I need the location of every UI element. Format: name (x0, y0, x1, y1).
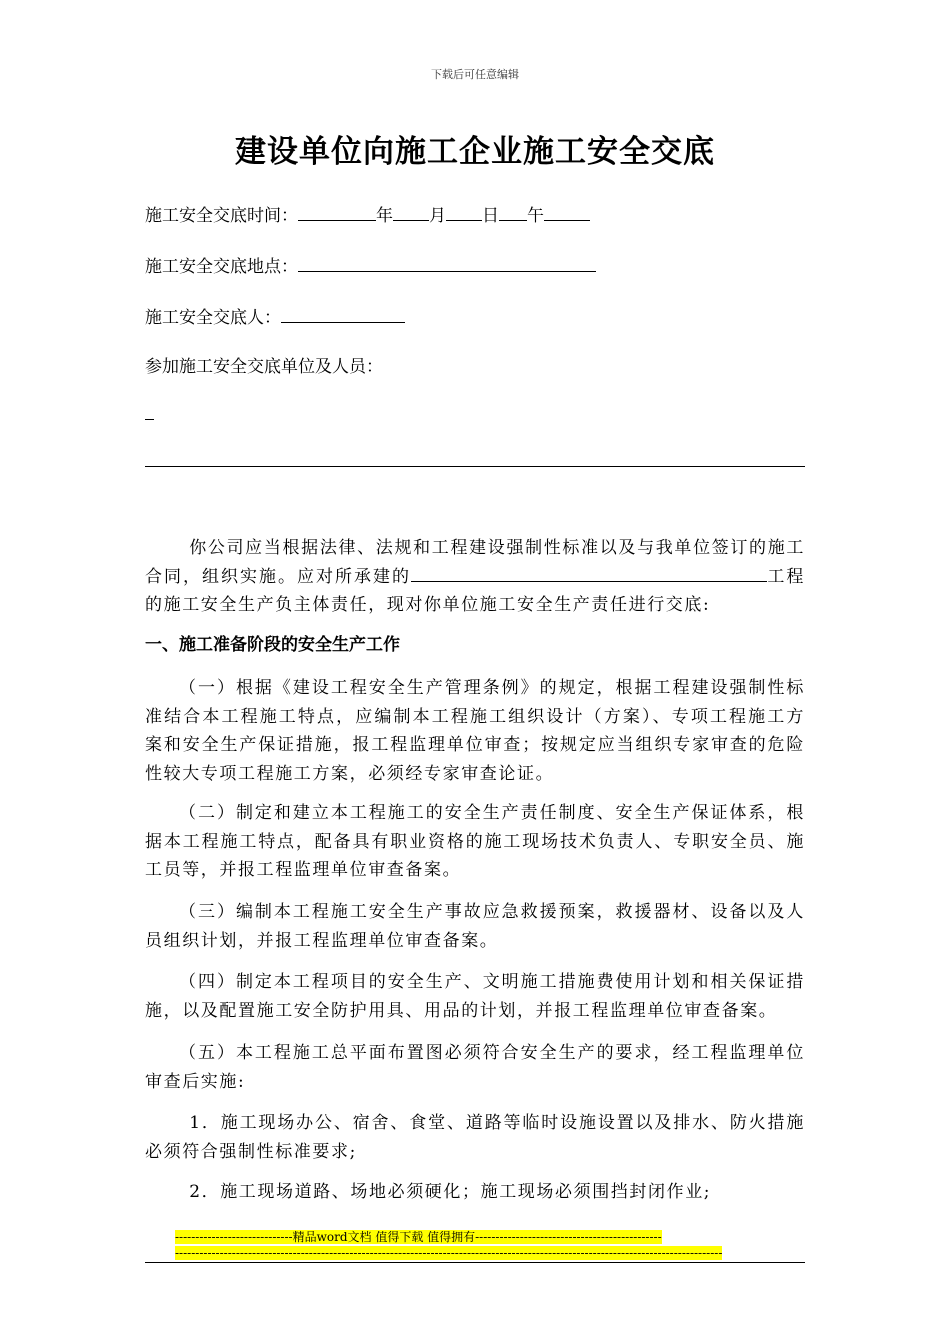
day-blank[interactable] (446, 206, 482, 221)
project-name-blank[interactable] (411, 565, 767, 582)
time-label: 施工安全交底时间： (145, 206, 298, 226)
person-blank[interactable] (281, 308, 405, 323)
noon-label: 午 (527, 206, 544, 226)
time-blank[interactable] (544, 206, 590, 221)
month-label: 月 (429, 206, 446, 226)
time-field (145, 201, 590, 226)
place-field (145, 252, 596, 277)
subitem-2: 2．施工现场道路、场地必须硬化；施工现场必须围挡封闭作业; (189, 1182, 712, 1202)
intro-part2: 工程的施工安全生产负主体责任，现对你单位施工安全生产责任进行交底: (145, 566, 805, 615)
footer-rule (145, 1262, 805, 1263)
text-cursor-mark (145, 419, 154, 420)
item-1: （一）根据《建设工程安全生产管理条例》的规定，根据工程建设强制性标准结合本工程施工特点，应编制本工程施工组织设计（方案）、专项工程施工方案和安全生产保证措施，报工程监理单位审查；按规定应当组织专家审查的危险性较大专项工程施工方案，必须经专家审查论证。 (145, 678, 805, 784)
attendees-field (145, 352, 383, 377)
section1-heading: 一、施工准备阶段的安全生产工作 (145, 635, 400, 655)
year-blank[interactable] (298, 206, 376, 221)
attendees-label: 参加施工安全交底单位及人员： (145, 357, 383, 377)
item-4: （四）制定本工程项目的安全生产、文明施工措施费使用计划和相关保证措施，以及配置施工安全防护用具、用品的计划，并报工程监理单位审查备案。 (145, 972, 805, 1021)
item-3: （三）编制本工程施工安全生产事故应急救援预案，救援器材、设备以及人员组织计划，并报工程监理单位审查备案。 (145, 902, 805, 951)
year-label: 年 (376, 206, 393, 226)
month-blank[interactable] (393, 206, 429, 221)
header-note: 下载后可任意编辑 (431, 68, 519, 81)
intro-part1: 你公司应当根据法律、法规和工程建设强制性标准以及与我单位签订的施工合同，组织实施。应对所承建的 (145, 538, 805, 587)
day-label: 日 (482, 206, 499, 226)
person-label: 施工安全交底人： (145, 308, 281, 328)
item-5: （五）本工程施工总平面布置图必须符合安全生产的要求，经工程监理单位审查后实施: (145, 1043, 805, 1092)
footer-banner-line1 (175, 1229, 775, 1245)
noon-blank[interactable] (499, 206, 527, 221)
document-title: 建设单位向施工企业施工安全交底 (235, 134, 715, 170)
item-2: （二）制定和建立本工程施工的安全生产责任制度、安全生产保证体系，根据本工程施工特点，配备具有职业资格的施工现场技术负责人、专职安全员、施工员等，并报工程监理单位审查备案。 (145, 803, 805, 880)
footer-banner-line2 (175, 1245, 775, 1261)
footer-text-2: --------------------------------------------------------------------------------------------------------------------------------------- (175, 1246, 723, 1260)
person-field (145, 303, 405, 328)
footer-text-1: -----------------------------精品word文档 值得下载 值得拥有---------------------------------------------- (175, 1230, 662, 1244)
place-label: 施工安全交底地点： (145, 257, 298, 277)
subitem-1: 1．施工现场办公、宿舍、食堂、道路等临时设施设置以及排水、防火措施必须符合强制性标准要求; (145, 1113, 805, 1162)
place-blank[interactable] (298, 257, 596, 272)
intro-paragraph (145, 534, 805, 620)
attendees-blank-line[interactable] (145, 466, 805, 467)
